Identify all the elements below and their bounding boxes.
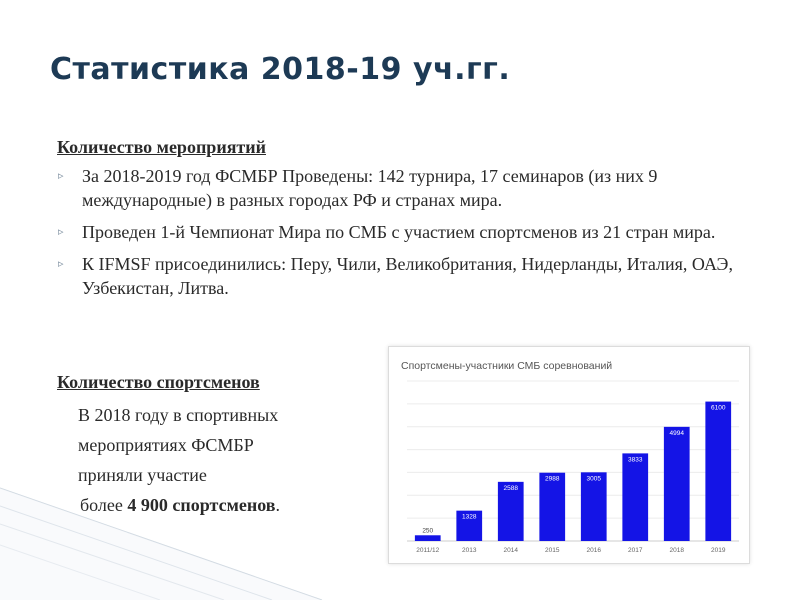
x-tick-label: 2013 xyxy=(462,547,477,554)
bar-value-label: 250 xyxy=(422,527,434,535)
athletes-line: В 2018 году в спортивных xyxy=(78,405,279,425)
page-title: Статистика 2018-19 уч.гг. xyxy=(50,52,511,87)
bar xyxy=(581,472,607,541)
athletes-total-suffix: . xyxy=(275,495,280,515)
bullet-item xyxy=(56,220,756,244)
athletes-total-count: 4 900 спортсменов xyxy=(127,495,276,515)
bullet-item xyxy=(56,164,756,212)
x-tick-label: 2018 xyxy=(669,547,684,554)
athletes-line: мероприятиях ФСМБР xyxy=(78,435,254,455)
athletes-total-line xyxy=(80,490,378,520)
bar xyxy=(705,402,731,541)
athletes-chart xyxy=(388,346,750,564)
bullet-text: За 2018-2019 год ФСМБР Проведены: 142 турнира, 17 семинаров (из них 9 международные) в разных городах РФ и странах мира. xyxy=(82,166,658,210)
bar xyxy=(539,473,565,541)
athletes-line: приняли участие xyxy=(78,465,207,485)
triangle-bullet-icon: ▹ xyxy=(58,257,64,270)
x-tick-label: 2015 xyxy=(545,547,560,554)
bullet-text: К IFMSF присоединились: Перу, Чили, Великобритания, Нидерланды, Италия, ОАЭ, Узбекистан, Литва. xyxy=(82,254,733,298)
athletes-heading: Количество спортсменов xyxy=(57,372,260,392)
bar-chart-svg xyxy=(389,347,749,563)
bar-value-label: 2588 xyxy=(503,484,518,492)
x-tick-label: 2019 xyxy=(711,547,726,554)
bar xyxy=(415,535,441,541)
events-heading: Количество мероприятий xyxy=(57,137,267,157)
x-tick-label: 2011/12 xyxy=(416,547,440,554)
athletes-total-prefix: более xyxy=(80,495,128,515)
bar xyxy=(622,453,648,541)
chart-title: Спортсмены-участники СМБ соревнований xyxy=(401,360,613,372)
athletes-text xyxy=(78,400,378,520)
triangle-bullet-icon: ▹ xyxy=(58,169,64,182)
bullet-text: Проведен 1-й Чемпионат Мира по СМБ с участием спортсменов из 21 стран мира. xyxy=(82,222,716,242)
x-tick-label: 2016 xyxy=(586,547,601,554)
bar xyxy=(664,427,690,541)
bar-value-label: 2988 xyxy=(545,475,560,483)
events-bullet-list xyxy=(56,164,756,308)
bullet-item xyxy=(56,252,756,300)
bar-value-label: 3005 xyxy=(586,475,601,483)
bar-value-label: 4994 xyxy=(669,429,684,437)
bar-value-label: 3833 xyxy=(628,456,643,464)
x-tick-label: 2017 xyxy=(628,547,643,554)
x-tick-label: 2014 xyxy=(503,547,518,554)
bar-value-label: 6100 xyxy=(711,404,726,412)
bar-value-label: 1328 xyxy=(462,513,477,521)
triangle-bullet-icon: ▹ xyxy=(58,225,64,238)
